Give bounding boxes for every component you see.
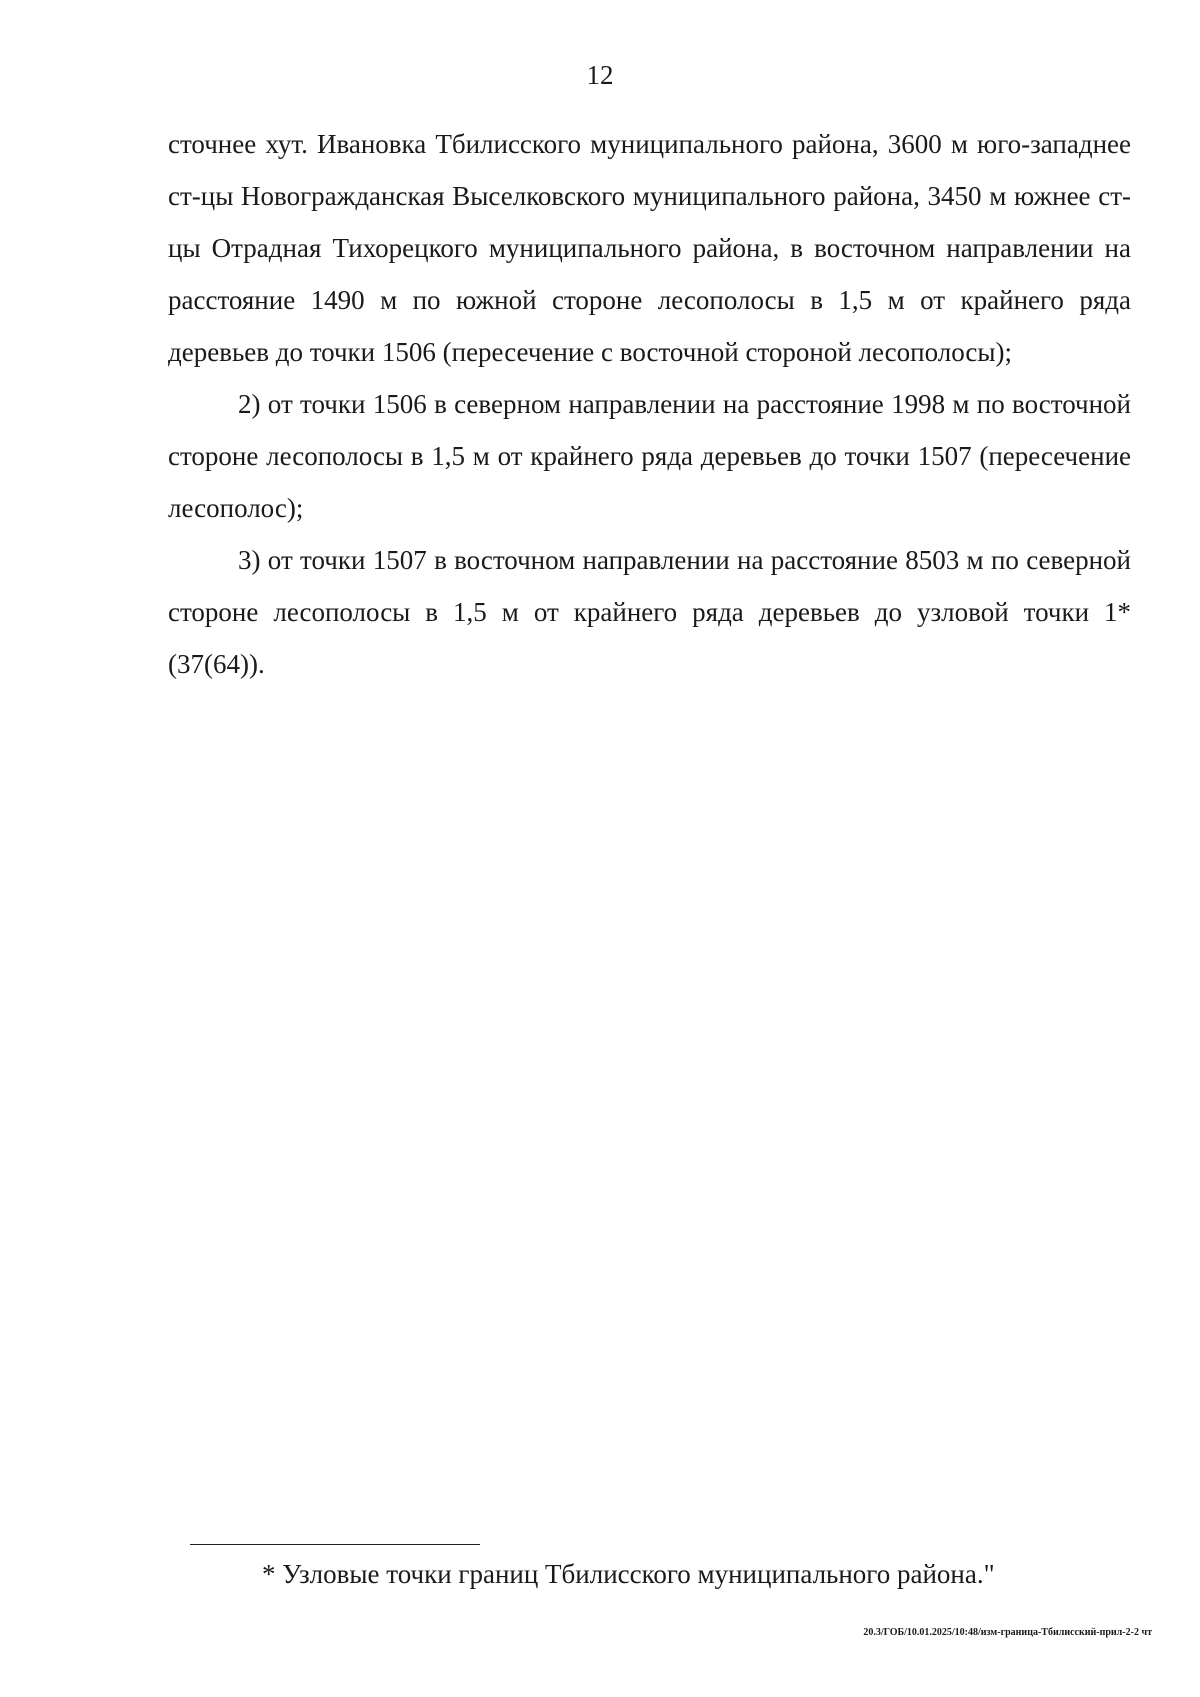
body-text — [168, 118, 1131, 690]
page-number: 12 — [586, 60, 614, 90]
paragraph-item-2: 2) от точки 1506 в северном направлении на расстояние 1998 м по восточной стороне лесополосы в 1,5 м от крайнего ряда деревьев до точки 1507 (пересечение лесополос); — [168, 389, 1131, 523]
paragraph-item-3: 3) от точки 1507 в восточном направлении на расстояние 8503 м по северной стороне лесополосы в 1,5 м от крайнего ряда деревьев до узловой точки 1* (37(64)). — [168, 545, 1131, 679]
footnote: * Узловые точки границ Тбилисского муниципального района." — [262, 1559, 995, 1589]
footnote-divider — [190, 1544, 480, 1545]
document-code: 20.3/ГОБ/10.01.2025/10:48/изм-граница-Тбилисский-прил-2-2 чт — [863, 1627, 1152, 1638]
paragraph-continuation: сточнее хут. Ивановка Тбилисского муниципального района, 3600 м юго-западнее ст-цы Новогражданская Выселковского муниципального района, 3450 м южнее ст-цы Отрадная Тихорецкого муниципального района, в восточном направлении на расстояние 1490 м по южной стороне лесополосы в 1,5 м от крайнего ряда деревьев до точки 1506 (пересечение с восточной стороной лесополосы); — [168, 129, 1131, 367]
